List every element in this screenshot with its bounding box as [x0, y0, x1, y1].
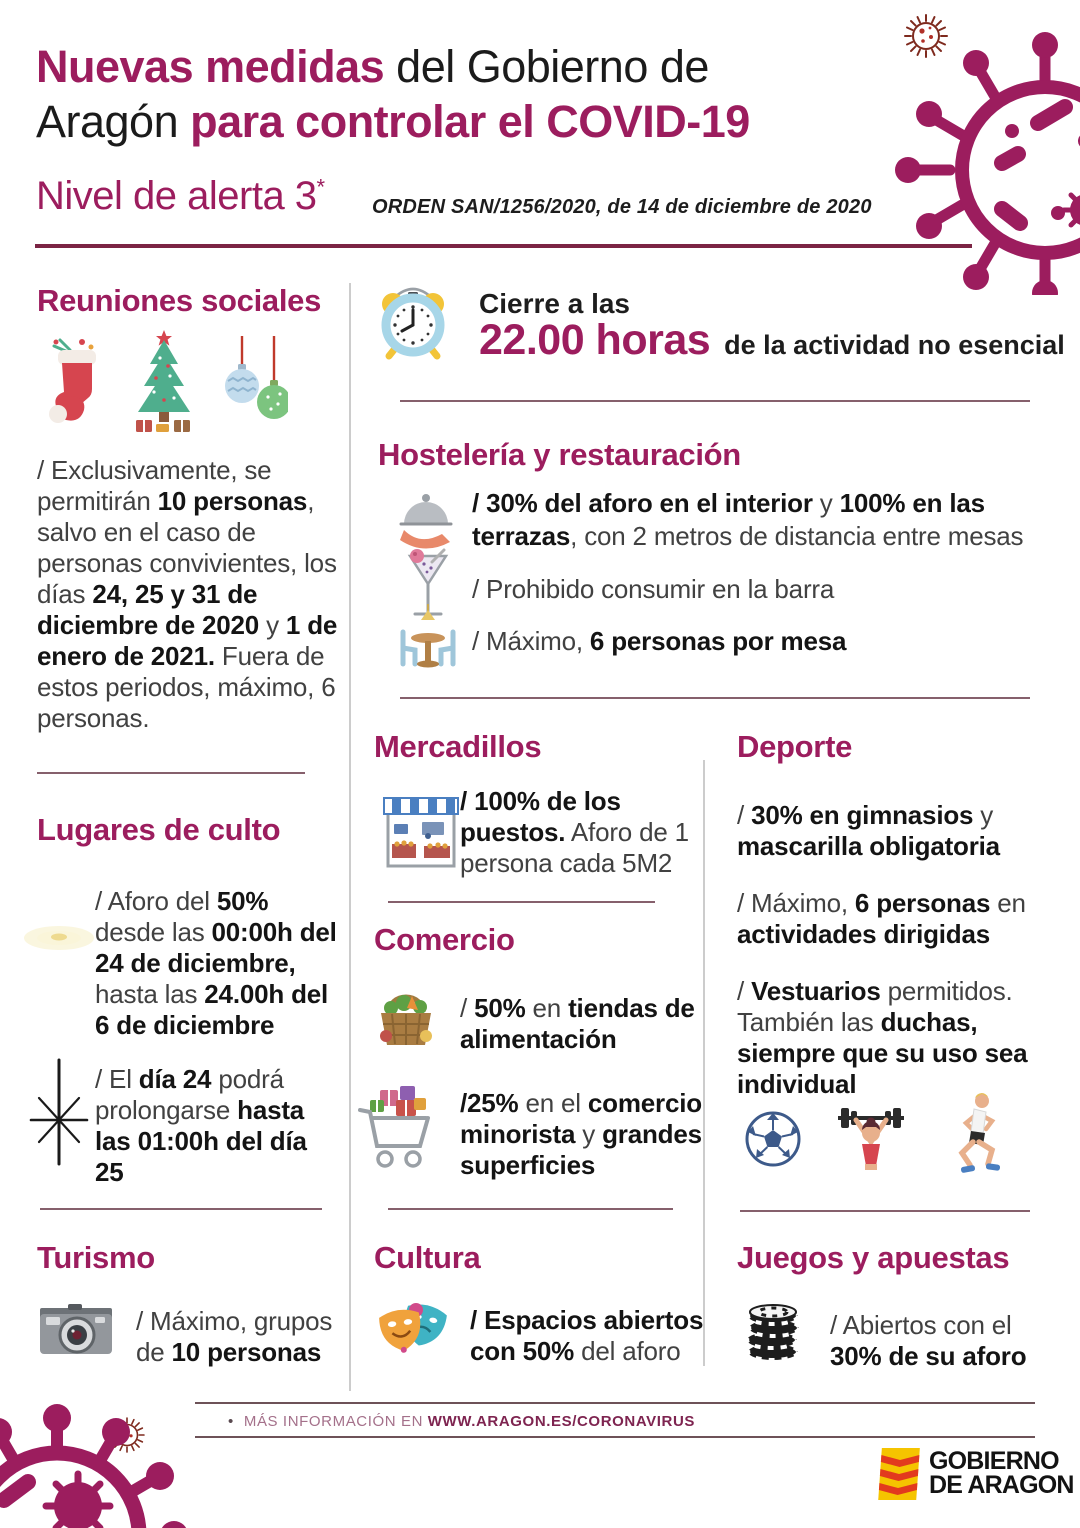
camera-icon: [38, 1300, 114, 1358]
turismo-item: / Máximo, grupos de 10 personas: [136, 1306, 333, 1367]
food-basket-icon: [374, 986, 438, 1050]
runner-icon: [946, 1090, 1006, 1176]
cultura-item: / Espacios abiertos con 50% del aforo: [470, 1305, 704, 1366]
divider-mercadillos: [388, 901, 655, 903]
footer-bullet: •: [228, 1413, 234, 1430]
divider-curfew: [400, 400, 1030, 402]
section-title-hosteleria: Hostelería y restauración: [378, 437, 741, 472]
section-title-turismo: Turismo: [37, 1240, 155, 1275]
divider-deporte: [740, 1210, 1030, 1212]
deporte-item-3: / Vestuarios permitidos. También las duchas, siempre que su uso sea individual: [737, 976, 1028, 1099]
poker-chips-icon: [742, 1300, 804, 1362]
divider-reuniones: [37, 772, 305, 774]
alarm-clock-icon: [378, 278, 448, 362]
christmas-tree-icon: [130, 328, 198, 432]
curfew-suffix: de la actividad no esencial: [724, 330, 1065, 360]
section-title-cultura: Cultura: [374, 1240, 481, 1275]
hosteleria-item-2: / Prohibido consumir en la barra: [472, 574, 835, 604]
order-reference: ORDEN SAN/1256/2020, de 14 de diciembre de 2020: [372, 196, 872, 218]
culto-item-1: / Aforo del 50% desde las 00:00h del 24 de diciembre, hasta las 24.00h del 6 de diciembre: [95, 886, 337, 1040]
divider-hosteleria: [400, 697, 1030, 699]
logo-text: [929, 1449, 1074, 1497]
juegos-item: / Abiertos con el 30% de su aforo: [830, 1310, 1027, 1371]
footer-info: [228, 1413, 695, 1430]
title-accent-1: Nuevas medidas: [36, 41, 385, 92]
header-rule: [35, 244, 972, 248]
shopping-cart-icon: [356, 1084, 436, 1172]
deporte-item-2: / Máximo, 6 personas en actividades dirigidas: [737, 888, 1026, 949]
divider-comercio: [388, 1208, 673, 1210]
section-title-juegos: Juegos y apuestas: [737, 1240, 1010, 1275]
section-title-deporte: Deporte: [737, 729, 853, 764]
footer-rule-top: [195, 1402, 1035, 1404]
candle-glow-icon: [22, 920, 96, 956]
column-divider-left: [349, 283, 351, 1391]
logo-line-1: GOBIERNO: [929, 1447, 1059, 1475]
hosteleria-item-3: / Máximo, 6 personas por mesa: [472, 626, 847, 656]
cloche-icon: [396, 486, 456, 550]
aragon-flag-icon: [876, 1446, 922, 1500]
footer-info-prefix: MÁS INFORMACIÓN EN: [243, 1413, 428, 1430]
virus-icon-large-bottom: [0, 1398, 192, 1528]
footer-info-url[interactable]: WWW.ARAGON.ES/CORONAVIRUS: [427, 1413, 695, 1430]
reuniones-body: / Exclusivamente, se permitirán 10 personas, salvo en el caso de personas convivientes, los días 24, 25 y 31 de diciembre de 2020 y 1 de enero de 2021. Fuera de estos periodos, máximo, 6 personas.: [37, 455, 338, 733]
weightlifter-icon: [834, 1102, 908, 1172]
logo-line-2: DE ARAGON: [929, 1471, 1074, 1499]
section-title-reuniones: Reuniones sociales: [37, 283, 322, 318]
christmas-stocking-icon: [44, 334, 102, 429]
title-rest-1: del Gobierno de: [384, 41, 709, 92]
ornaments-icon: [222, 334, 288, 428]
curfew-prefix: Cierre a las: [479, 288, 630, 319]
virus-icon-large: [890, 0, 1080, 295]
gobierno-aragon-logo: [876, 1446, 1074, 1500]
title-accent-2: para controlar el COVID-19: [190, 95, 750, 147]
soccer-ball-icon: [744, 1110, 802, 1168]
theater-masks-icon: [376, 1296, 464, 1368]
culto-item-2: / El día 24 podrá prolongarse hasta las 01:00h del día 25: [95, 1064, 307, 1187]
page-title: [36, 40, 896, 150]
section-title-mercadillos: Mercadillos: [374, 729, 542, 764]
column-divider-right: [703, 760, 705, 1366]
divider-culto: [40, 1208, 322, 1210]
section-title-culto: Lugares de culto: [37, 812, 281, 847]
comercio-item-2: /25% en el comercio minorista y grandes superficies: [460, 1088, 702, 1180]
deporte-item-1: / 30% en gimnasios y mascarilla obligatoria: [737, 800, 1000, 861]
mercadillos-item: / 100% de los puestos. Aforo de 1 persona cada 5M2: [460, 786, 689, 878]
title-rest-2: Aragón: [36, 95, 191, 147]
table-chairs-icon: [394, 604, 462, 674]
section-title-comercio: Comercio: [374, 922, 515, 957]
alert-level: Nivel de alerta 3*: [36, 174, 325, 218]
alert-asterisk: *: [316, 174, 325, 200]
hosteleria-item-1: / 30% del aforo en el interior y 100% en las terrazas, con 2 metros de distancia entre mesas: [472, 488, 1024, 551]
curfew-time: 22.00 horas: [479, 316, 711, 364]
footer-rule-bottom: [195, 1436, 1035, 1438]
comercio-item-1: / 50% en tiendas de alimentación: [460, 993, 695, 1054]
market-stall-icon: [382, 796, 460, 868]
star-icon: [26, 1058, 92, 1166]
